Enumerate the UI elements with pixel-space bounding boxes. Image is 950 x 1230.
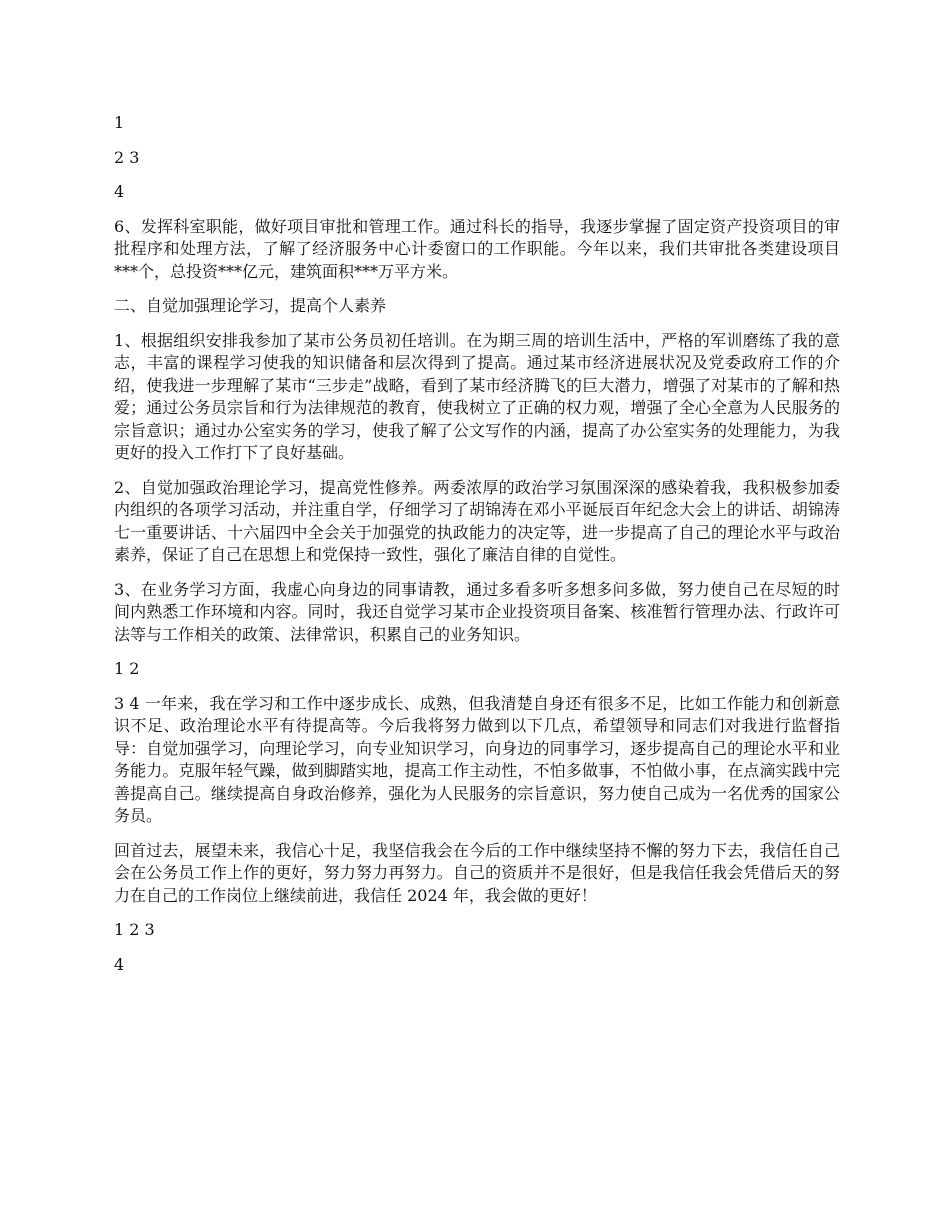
section-heading-2: 二、自觉加强理论学习，提高个人素养 [114,296,387,315]
page-marker-4: 4 [114,182,125,201]
page-marker-1-2: 1 2 [114,659,140,678]
paragraph-outlook: 回首过去，展望未来，我信心十足，我坚信我会在今后的工作中继续坚持不懈的努力下去，我信任自己会在公务员工作上作的更好，努力努力再努力。自己的资质并不是很好，但是我信任我会凭借后天的努力在自己的工作岗位上继续前进，我信任 2024 年，我会做的更好！ [114,840,840,905]
paragraph-business-study: 3、在业务学习方面，我虚心向身边的同事请教，通过多看多听多想多问多做，努力使自己在尽短的时间内熟悉工作环境和内容。同时，我还自觉学习某市企业投资项目备案、核准暂行管理办法、行政许可法等与工作相关的政策、法律常识，积累自己的业务知识。 [114,579,840,644]
paragraph-self-assessment: 3 4 一年来，我在学习和工作中逐步成长、成熟，但我清楚自身还有很多不足，比如工作能力和创新意识不足、政治理论水平有待提高等。今后我将努力做到以下几点，希望领导和同志们对我进行监督指导：自觉加强学习，向理论学习，向专业知识学习，向身边的同事学习，逐步提高自己的理论水平和业务能力。克服年轻气躁，做到脚踏实地，提高工作主动性，不怕多做事，不怕做小事，在点滴实践中完善提高自己。继续提高自身政治修养，强化为人民服务的宗旨意识，努力使自己成为一名优秀的国家公务员。 [114,693,840,825]
page-marker-1: 1 [114,113,125,132]
paragraph-political-study: 2、自觉加强政治理论学习，提高党性修养。两委浓厚的政治学习氛围深深的感染着我，我积极参加委内组织的各项学习活动，并注重自学，仔细学习了胡锦涛在邓小平诞辰百年纪念大会上的讲话、胡锦涛七一重要讲话、十六届四中全会关于加强党的执政能力的决定等，进一步提高了自己的理论水平与政治素养，保证了自己在思想上和党保持一致性，强化了廉洁自律的自觉性。 [114,477,840,564]
page-marker-1-2-3: 1 2 3 [114,920,155,939]
paragraph-item-6: 6、发挥科室职能，做好项目审批和管理工作。通过科长的指导，我逐步掌握了固定资产投资项目的审批程序和处理方法，了解了经济服务中心计委窗口的工作职能。今年以来，我们共审批各类建设项目***个，总投资***亿元，建筑面积***万平方米。 [114,216,840,281]
paragraph-training: 1、根据组织安排我参加了某市公务员初任培训。在为期三周的培训生活中，严格的军训磨练了我的意志，丰富的课程学习使我的知识储备和层次得到了提高。通过某市经济进展状况及党委政府工作的介绍，使我进一步理解了某市“三步走”战略，看到了某市经济腾飞的巨大潜力，增强了对某市的了解和热爱；通过公务员宗旨和行为法律规范的教育，使我树立了正确的权力观，增强了全心全意为人民服务的宗旨意识；通过办公室实务的学习，使我了解了公文写作的内涵，提高了办公室实务的处理能力，为我更好的投入工作打下了良好基础。 [114,330,840,462]
page-marker-2-3: 2 3 [114,147,140,167]
document-page [114,112,840,988]
page-marker-4-end: 4 [114,954,125,974]
